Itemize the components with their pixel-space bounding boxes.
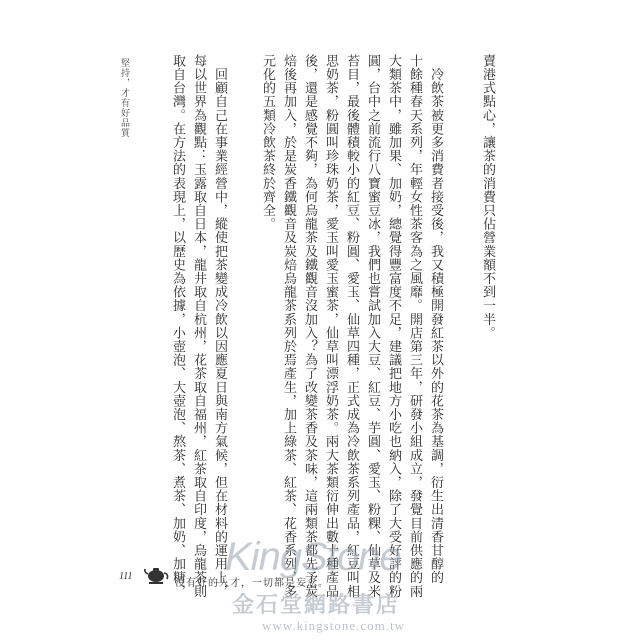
footer-quote: 沒有好的人才，一切都是妄念。: [175, 578, 329, 589]
text-column: 每以世界為觀點：玉露取自日本，龍井取自杭州，花茶取自福州，紅茶取自印度，烏龍茶則: [191, 54, 206, 598]
teapot-icon: [144, 560, 170, 586]
text-column: 賣港式點心，讓茶的消費只佔營業額不到一半。: [480, 54, 495, 340]
watermark-logo: KingStone: [225, 535, 401, 579]
text-column: 取自台灣。在方法的表現上，以歷史為依據，小壺泡、大壺泡、熬茶、煮茶、加奶、加糖，: [170, 54, 185, 598]
running-head: 堅持，才有好品質: [119, 58, 129, 138]
text-column: 焙後再加入，於是炭香鐵觀音及炭焙烏龍茶系列於焉產生，加上綠茶、紅茶、花香系列，多: [281, 54, 296, 598]
text-column: 冷飲茶被更多消費者接受後，我又積極開發紅茶以外的花茶為基調，衍生出清香甘醇的: [428, 54, 443, 585]
watermark-store-name: 金石堂網路書店: [232, 593, 401, 618]
text-column: 回顧自己在事業經營中，縱使把茶變成冷飲以因應夏日與南方氣候，但在材料的運用上，: [212, 54, 227, 598]
text-column: 大類茶中，雖加果、加奶，總覺得豐富度不足，建議把地方小吃也納入，除了大受好評的粉: [386, 54, 401, 598]
text-column: 後，還是感覺不夠，為何烏龍茶及鐵觀音沒加入？為了改變茶香及茶味，這兩類茶都先予炭: [302, 54, 317, 598]
text-column: 苔目，最後體積較小的紅豆、粉圓、愛玉、仙草四種，正式成為冷飲茶系列產品，紅豆叫相: [344, 54, 359, 598]
text-column: 思奶茶，粉圓叫珍珠奶茶，愛玉叫愛玉蜜茶，仙草叫漂浮奶茶。兩大茶類衍伸出數十種產品: [323, 54, 338, 598]
text-column: 十餘種春天系列，年輕女性茶客為之風靡。開店第三年，研發小組成立，發覺目前供應的兩: [407, 54, 422, 598]
watermark-url: www.kingstone.com.tw: [262, 618, 406, 633]
text-column: 元化的五類冷飲茶終於齊全。: [260, 54, 275, 231]
text-column: 圓，台中之前流行八寶蜜豆冰，我們也嘗試加入大豆、紅豆、芋圓、愛玉、粉粿、仙草及米: [365, 54, 380, 598]
page-number: 111: [119, 571, 133, 582]
